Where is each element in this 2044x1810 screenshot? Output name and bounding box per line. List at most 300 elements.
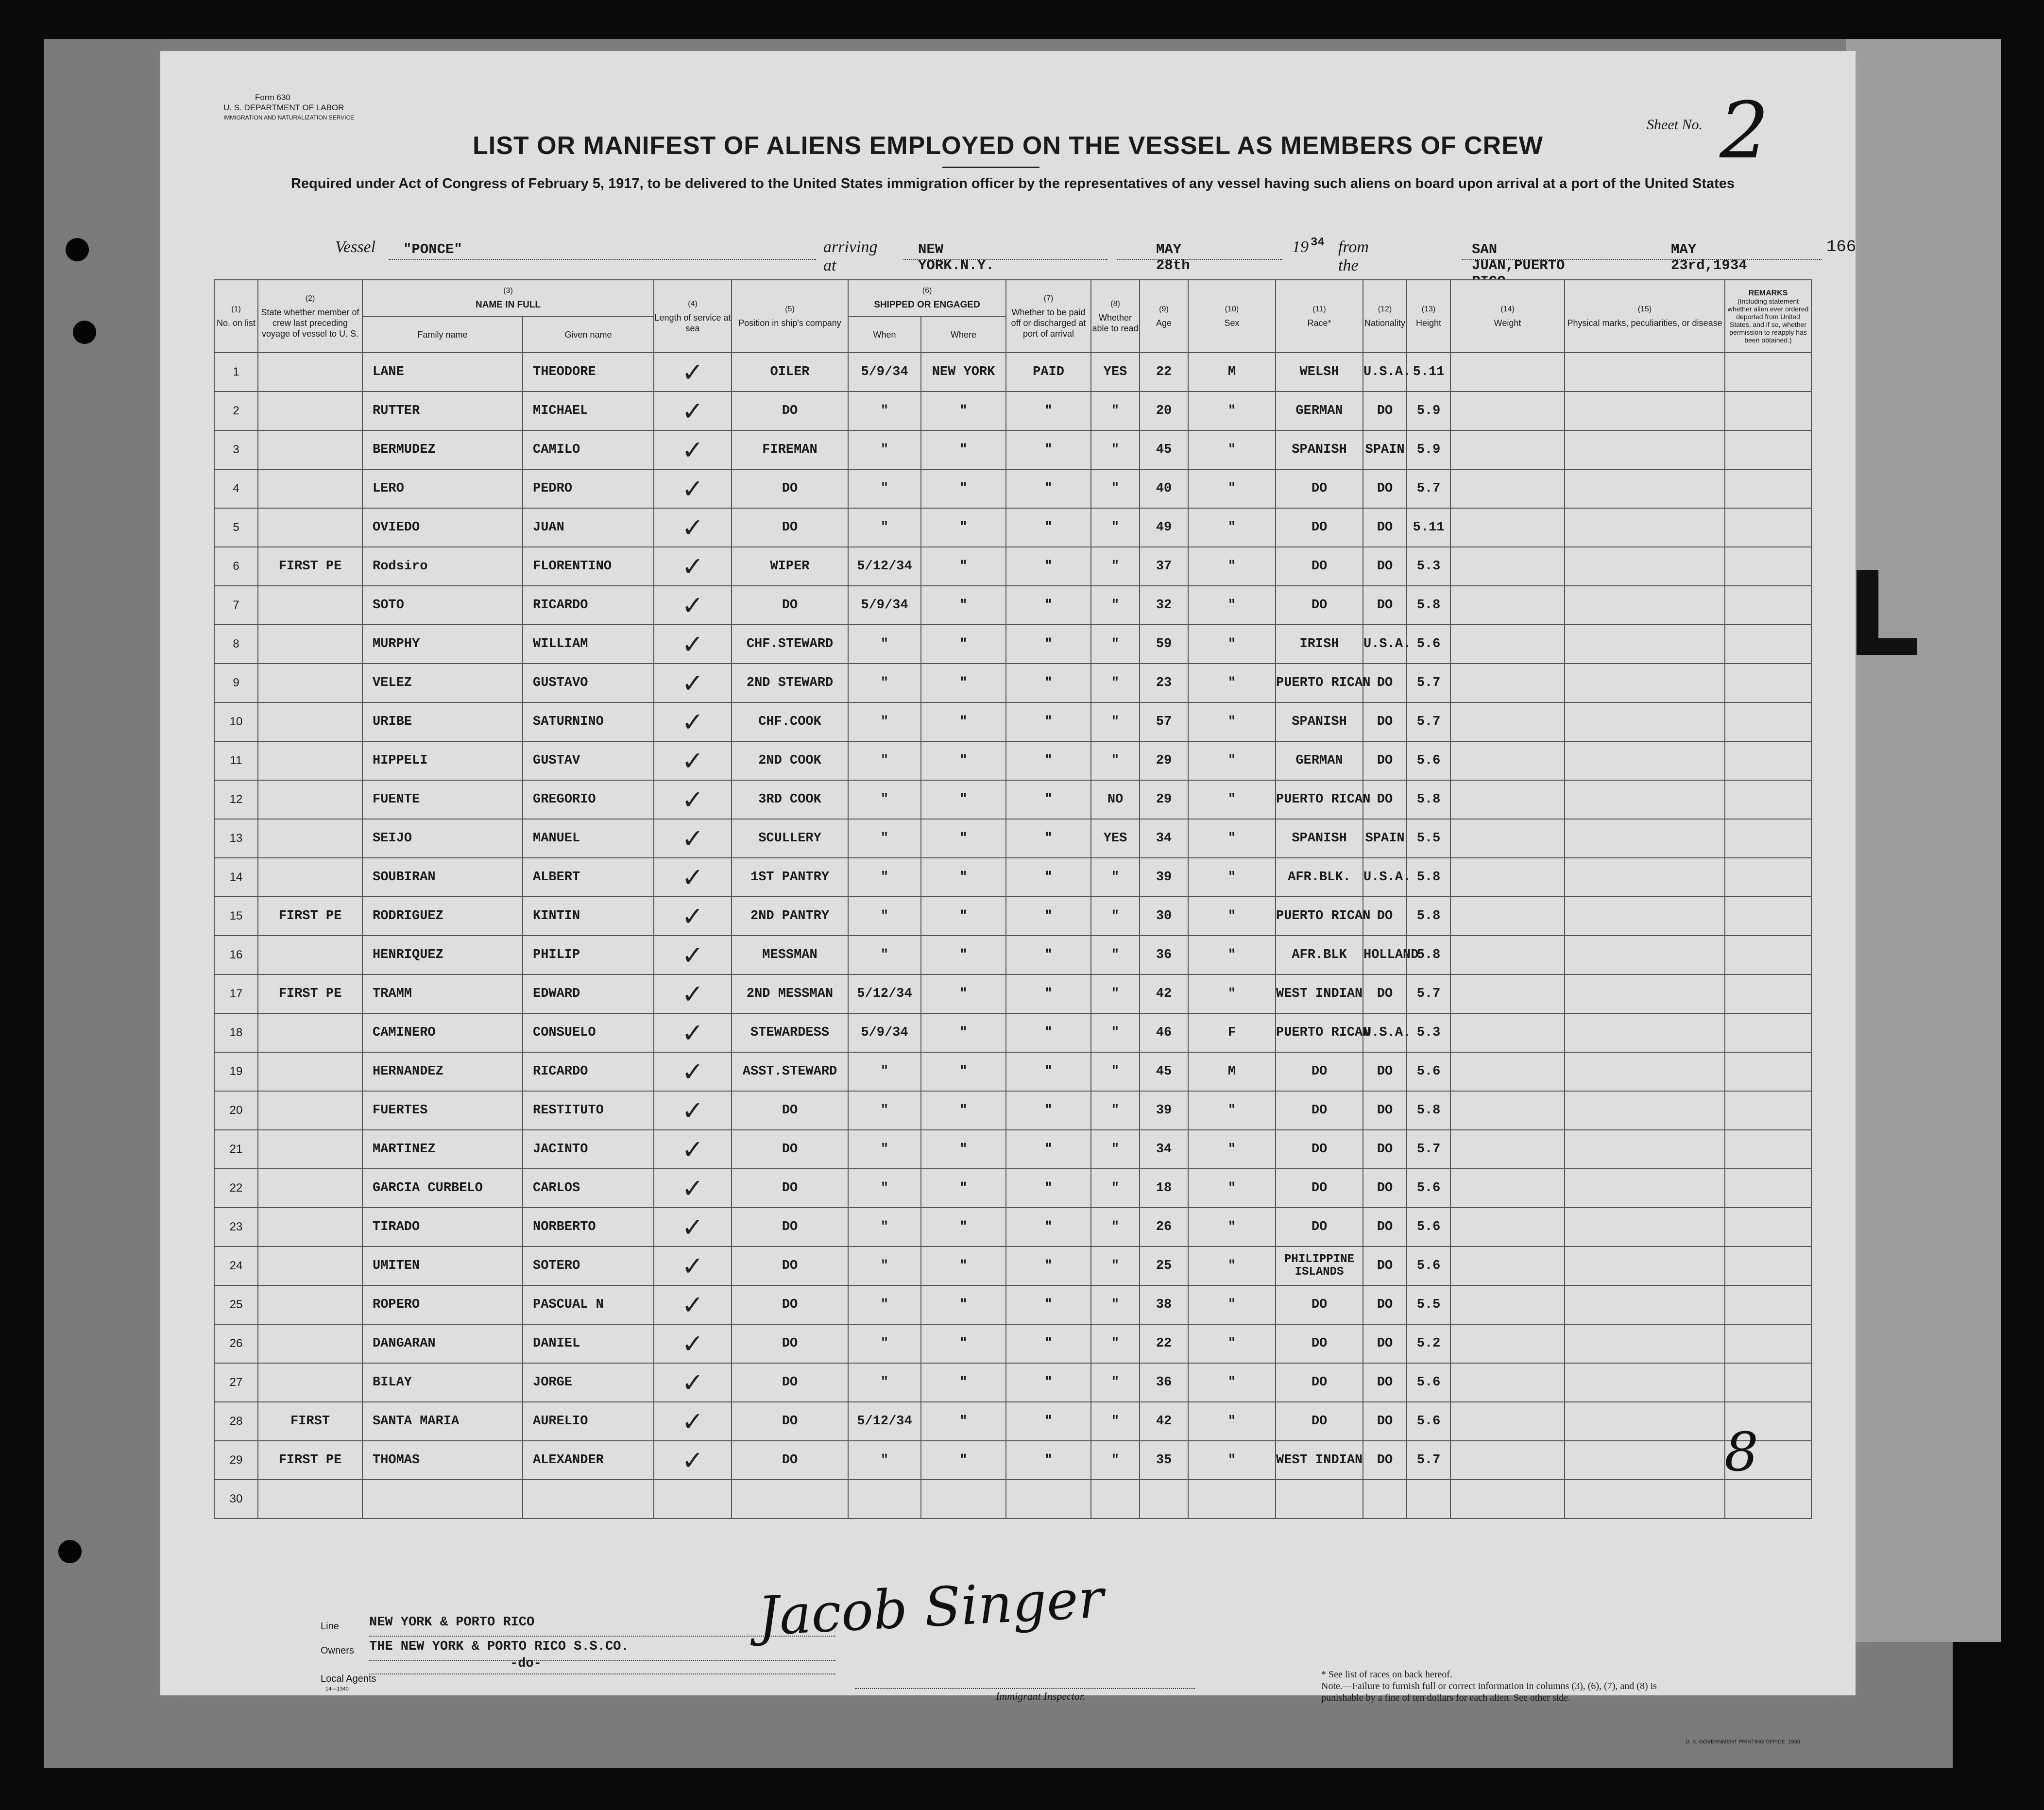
remarks-cell (1725, 664, 1811, 702)
sex-cell: " (1188, 702, 1276, 741)
previous-voyage-cell (258, 1052, 362, 1091)
family-name-cell: RODRIGUEZ (362, 897, 523, 936)
service-check-cell (654, 897, 732, 936)
remarks-cell (1725, 508, 1811, 547)
given-name-cell: GUSTAV (523, 741, 654, 780)
height-cell: 5.9 (1407, 430, 1450, 469)
previous-voyage-cell: FIRST (258, 1402, 362, 1441)
age-cell: 34 (1140, 819, 1188, 858)
check-mark-icon: ✓ (681, 667, 704, 699)
previous-voyage-cell (258, 1208, 362, 1247)
given-name-cell: RICARDO (523, 1052, 654, 1091)
shipped-where-cell: " (921, 1208, 1006, 1247)
age-cell: 40 (1140, 469, 1188, 508)
agents-underline (369, 1673, 835, 1674)
paid-off-cell: " (1006, 858, 1091, 897)
remarks-cell (1725, 1285, 1811, 1324)
position-cell: MESSMAN (732, 936, 848, 974)
list-number-cell: 16 (214, 936, 258, 974)
able-to-read-cell: " (1091, 741, 1140, 780)
race-cell (1276, 1480, 1363, 1519)
check-mark-icon: ✓ (681, 1406, 704, 1437)
race-cell: GERMAN (1276, 741, 1363, 780)
previous-voyage-cell: FIRST PE (258, 547, 362, 586)
position-cell: 2ND MESSMAN (732, 974, 848, 1013)
table-row (214, 469, 1811, 508)
nationality-cell: DO (1363, 1091, 1407, 1130)
age-cell: 23 (1140, 664, 1188, 702)
height-cell: 5.8 (1407, 858, 1450, 897)
physical-marks-cell (1565, 897, 1725, 936)
previous-voyage-cell (258, 1130, 362, 1169)
header-list-number: (1) No. on list (214, 280, 258, 353)
nationality-cell: DO (1363, 1208, 1407, 1247)
list-number-cell: 13 (214, 819, 258, 858)
owners-label: Owners (321, 1645, 354, 1656)
paid-off-cell: " (1006, 974, 1091, 1013)
table-row (214, 819, 1811, 858)
previous-voyage-cell (258, 586, 362, 625)
age-cell: 36 (1140, 1363, 1188, 1402)
sex-cell: " (1188, 1363, 1276, 1402)
able-to-read-cell: " (1091, 508, 1140, 547)
header-name-in-full: (3) NAME IN FULL (362, 280, 654, 316)
weight-cell (1450, 508, 1565, 547)
list-number-cell: 18 (214, 1013, 258, 1052)
agents-value: -do- (510, 1656, 542, 1671)
penalty-footnote: Note.—Failure to furnish full or correct information in columns (3), (6), (7), and (8) is punishable by a fine of ten dollars for each alien. See other side. (1321, 1681, 1657, 1703)
family-name-cell: HIPPELI (362, 741, 523, 780)
weight-cell (1450, 780, 1565, 819)
position-cell: DO (732, 1441, 848, 1480)
previous-voyage-cell (258, 1091, 362, 1130)
physical-marks-cell (1565, 780, 1725, 819)
weight-cell (1450, 897, 1565, 936)
line-value: NEW YORK & PORTO RICO (369, 1615, 535, 1630)
form-identifier (223, 92, 354, 123)
sex-cell: " (1188, 858, 1276, 897)
shipped-where-cell: " (921, 1052, 1006, 1091)
height-cell: 5.6 (1407, 625, 1450, 664)
shipped-where-cell: " (921, 897, 1006, 936)
weight-cell (1450, 1363, 1565, 1402)
position-cell: 2ND COOK (732, 741, 848, 780)
paid-off-cell: " (1006, 1285, 1091, 1324)
physical-marks-cell (1565, 508, 1725, 547)
service-check-cell (654, 392, 732, 430)
footnotes (1321, 1669, 1661, 1704)
sex-cell: " (1188, 780, 1276, 819)
remarks-cell (1725, 1130, 1811, 1169)
family-name-cell: SOTO (362, 586, 523, 625)
header-nationality: (12) Nationality (1363, 280, 1407, 353)
nationality-cell: U.S.A. (1363, 625, 1407, 664)
service-check-cell (654, 1091, 732, 1130)
race-cell: DO (1276, 1208, 1363, 1247)
race-cell: PUERTO RICAN (1276, 780, 1363, 819)
service-check-cell (654, 508, 732, 547)
list-number-cell: 23 (214, 1208, 258, 1247)
list-number-cell: 30 (214, 1480, 258, 1519)
paid-off-cell: " (1006, 1130, 1091, 1169)
paid-off-cell: " (1006, 664, 1091, 702)
remarks-cell (1725, 936, 1811, 974)
previous-voyage-cell (258, 664, 362, 702)
height-cell: 5.6 (1407, 1208, 1450, 1247)
position-cell: DO (732, 1363, 848, 1402)
position-cell: DO (732, 1169, 848, 1208)
position-cell: DO (732, 1091, 848, 1130)
service-check-cell (654, 1363, 732, 1402)
previous-voyage-cell: FIRST PE (258, 897, 362, 936)
nationality-cell: DO (1363, 547, 1407, 586)
given-name-cell: GUSTAVO (523, 664, 654, 702)
nationality-cell: HOLLAND (1363, 936, 1407, 974)
sex-cell: " (1188, 819, 1276, 858)
family-name-cell: MARTINEZ (362, 1130, 523, 1169)
sex-cell: " (1188, 1169, 1276, 1208)
physical-marks-cell (1565, 1091, 1725, 1130)
nationality-cell: DO (1363, 586, 1407, 625)
service-check-cell (654, 469, 732, 508)
nationality-cell: DO (1363, 1402, 1407, 1441)
service-check-cell (654, 936, 732, 974)
form-department: U. S. DEPARTMENT OF LABOR (223, 103, 344, 112)
list-number-cell: 26 (214, 1324, 258, 1363)
table-row (214, 1363, 1811, 1402)
family-name-cell: BERMUDEZ (362, 430, 523, 469)
family-name-cell: FUERTES (362, 1091, 523, 1130)
given-name-cell: NORBERTO (523, 1208, 654, 1247)
shipped-when-cell: " (848, 625, 921, 664)
given-name-cell: WILLIAM (523, 625, 654, 664)
list-number-cell: 20 (214, 1091, 258, 1130)
binder-hole (58, 1540, 82, 1563)
nationality-cell: U.S.A. (1363, 353, 1407, 392)
family-name-cell (362, 1480, 523, 1519)
nationality-cell (1363, 1480, 1407, 1519)
check-mark-icon: ✓ (681, 1017, 704, 1048)
given-name-cell: MICHAEL (523, 392, 654, 430)
family-name-cell: GARCIA CURBELO (362, 1169, 523, 1208)
age-cell: 32 (1140, 586, 1188, 625)
age-cell: 22 (1140, 353, 1188, 392)
binder-hole (73, 321, 96, 344)
page-title: LIST OR MANIFEST OF ALIENS EMPLOYED ON THE VESSEL AS MEMBERS OF CREW (473, 132, 1543, 160)
position-cell: DO (732, 1402, 848, 1441)
service-check-cell (654, 1247, 732, 1285)
shipped-when-cell: 5/9/34 (848, 1013, 921, 1052)
sex-cell: " (1188, 1130, 1276, 1169)
physical-marks-cell (1565, 392, 1725, 430)
paid-off-cell: " (1006, 1402, 1091, 1441)
owners-underline (369, 1660, 835, 1661)
able-to-read-cell: " (1091, 1169, 1140, 1208)
able-to-read-cell: " (1091, 897, 1140, 936)
given-name-cell: FLORENTINO (523, 547, 654, 586)
header-race: (11) Race* (1276, 280, 1363, 353)
able-to-read-cell (1091, 1480, 1140, 1519)
race-cell: DO (1276, 469, 1363, 508)
previous-voyage-cell: FIRST PE (258, 1441, 362, 1480)
nationality-cell: DO (1363, 1130, 1407, 1169)
nationality-cell: DO (1363, 1363, 1407, 1402)
header-age: (9) Age (1140, 280, 1188, 353)
able-to-read-cell: YES (1091, 353, 1140, 392)
table-row (214, 858, 1811, 897)
service-check-cell (654, 430, 732, 469)
shipped-where-cell: " (921, 1363, 1006, 1402)
list-number-cell: 3 (214, 430, 258, 469)
race-cell: GERMAN (1276, 392, 1363, 430)
given-name-cell: MANUEL (523, 819, 654, 858)
check-mark-icon: ✓ (681, 1328, 704, 1359)
arrival-date: MAY 28th (1156, 241, 1190, 273)
header-when: When (848, 316, 921, 353)
check-mark-icon: ✓ (681, 512, 704, 543)
race-cell: DO (1276, 1091, 1363, 1130)
header-previous-voyage: (2) State whether member of crew last preceding voyage of vessel to U. S. (258, 280, 362, 353)
form-bureau: IMMIGRATION AND NATURALIZATION SERVICE (223, 114, 355, 121)
able-to-read-cell: " (1091, 1091, 1140, 1130)
race-cell: DO (1276, 1402, 1363, 1441)
header-shipped-engaged: (6) SHIPPED OR ENGAGED (848, 280, 1006, 316)
able-to-read-cell: " (1091, 1052, 1140, 1091)
remarks-cell (1725, 625, 1811, 664)
physical-marks-cell (1565, 974, 1725, 1013)
table-row (214, 1091, 1811, 1130)
table-row (214, 780, 1811, 819)
age-cell: 37 (1140, 547, 1188, 586)
paid-off-cell: PAID (1006, 353, 1091, 392)
nationality-cell: DO (1363, 702, 1407, 741)
remarks-cell (1725, 974, 1811, 1013)
check-mark-icon: ✓ (681, 1095, 704, 1126)
able-to-read-cell: " (1091, 430, 1140, 469)
position-cell: 2ND STEWARD (732, 664, 848, 702)
given-name-cell: PASCUAL N (523, 1285, 654, 1324)
previous-voyage-cell (258, 936, 362, 974)
list-number-cell: 10 (214, 702, 258, 741)
physical-marks-cell (1565, 702, 1725, 741)
given-name-cell: JORGE (523, 1363, 654, 1402)
remarks-cell (1725, 1013, 1811, 1052)
race-cell: PHILIPPINE ISLANDS (1276, 1247, 1363, 1285)
age-cell: 45 (1140, 430, 1188, 469)
shipped-where-cell: " (921, 741, 1006, 780)
paid-off-cell: " (1006, 1208, 1091, 1247)
height-cell: 5.3 (1407, 547, 1450, 586)
height-cell: 5.8 (1407, 1091, 1450, 1130)
binder-hole (66, 238, 89, 261)
previous-voyage-cell (258, 353, 362, 392)
weight-cell (1450, 664, 1565, 702)
family-name-cell: TIRADO (362, 1208, 523, 1247)
height-cell: 5.3 (1407, 1013, 1450, 1052)
physical-marks-cell (1565, 586, 1725, 625)
nationality-cell: DO (1363, 1441, 1407, 1480)
weight-cell (1450, 819, 1565, 858)
race-cell: DO (1276, 547, 1363, 586)
nationality-cell: DO (1363, 1169, 1407, 1208)
shipped-when-cell: " (848, 702, 921, 741)
given-name-cell: THEODORE (523, 353, 654, 392)
previous-voyage-cell (258, 1247, 362, 1285)
table-row (214, 1169, 1811, 1208)
physical-marks-cell (1565, 625, 1725, 664)
age-cell: 25 (1140, 1247, 1188, 1285)
height-cell: 5.6 (1407, 1402, 1450, 1441)
shipped-when-cell: " (848, 1052, 921, 1091)
sex-cell: " (1188, 625, 1276, 664)
shipped-when-cell: " (848, 936, 921, 974)
previous-voyage-cell (258, 1285, 362, 1324)
physical-marks-cell (1565, 1208, 1725, 1247)
list-number-cell: 21 (214, 1130, 258, 1169)
service-check-cell (654, 1130, 732, 1169)
list-number-cell: 24 (214, 1247, 258, 1285)
given-name-cell: PHILIP (523, 936, 654, 974)
reference-number: 166 (1826, 238, 1857, 256)
able-to-read-cell: " (1091, 469, 1140, 508)
shipped-where-cell: " (921, 547, 1006, 586)
service-check-cell (654, 547, 732, 586)
age-cell: 42 (1140, 1402, 1188, 1441)
race-cell: PUERTO RICAN (1276, 897, 1363, 936)
shipped-where-cell: " (921, 858, 1006, 897)
position-cell: DO (732, 392, 848, 430)
physical-marks-cell (1565, 1013, 1725, 1052)
previous-voyage-cell (258, 430, 362, 469)
agents-label: Local Agents (321, 1673, 376, 1684)
inspector-label: Immigrant Inspector. (996, 1690, 1086, 1702)
able-to-read-cell: " (1091, 858, 1140, 897)
given-name-cell: CARLOS (523, 1169, 654, 1208)
shipped-where-cell: " (921, 819, 1006, 858)
shipped-when-cell: 5/12/34 (848, 547, 921, 586)
position-cell: 1ST PANTRY (732, 858, 848, 897)
race-cell: SPANISH (1276, 430, 1363, 469)
remarks-cell (1725, 353, 1811, 392)
position-cell: FIREMAN (732, 430, 848, 469)
list-number-cell: 4 (214, 469, 258, 508)
paid-off-cell: " (1006, 1013, 1091, 1052)
family-name-cell: BILAY (362, 1363, 523, 1402)
age-cell: 34 (1140, 1130, 1188, 1169)
sex-cell: " (1188, 897, 1276, 936)
remarks-cell (1725, 1208, 1811, 1247)
paid-off-cell: " (1006, 1324, 1091, 1363)
sex-cell: " (1188, 936, 1276, 974)
shipped-where-cell: " (921, 936, 1006, 974)
paid-off-cell: " (1006, 1441, 1091, 1480)
physical-marks-cell (1565, 1441, 1725, 1480)
shipped-where-cell: " (921, 1285, 1006, 1324)
remarks-cell (1725, 1052, 1811, 1091)
shipped-when-cell: " (848, 858, 921, 897)
able-to-read-cell: " (1091, 1441, 1140, 1480)
shipped-where-cell: " (921, 1169, 1006, 1208)
background-page-edge (1846, 39, 2001, 1642)
shipped-when-cell: " (848, 897, 921, 936)
sex-cell: " (1188, 1091, 1276, 1130)
position-cell (732, 1480, 848, 1519)
shipped-when-cell: " (848, 1324, 921, 1363)
family-name-cell: Rodsiro (362, 547, 523, 586)
check-mark-icon: ✓ (681, 1367, 704, 1398)
previous-voyage-cell (258, 469, 362, 508)
shipped-when-cell: " (848, 1091, 921, 1130)
physical-marks-cell (1565, 741, 1725, 780)
table-row (214, 936, 1811, 974)
margin-count-mark: 8 (1724, 1421, 1758, 1483)
able-to-read-cell: " (1091, 1402, 1140, 1441)
family-name-cell: OVIEDO (362, 508, 523, 547)
list-number-cell: 11 (214, 741, 258, 780)
sex-cell: " (1188, 430, 1276, 469)
physical-marks-cell (1565, 1169, 1725, 1208)
check-mark-icon: ✓ (681, 1250, 704, 1281)
race-cell: PUERTO RICAN (1276, 664, 1363, 702)
physical-marks-cell (1565, 547, 1725, 586)
nationality-cell: SPAIN (1363, 430, 1407, 469)
table-row (214, 741, 1811, 780)
shipped-when-cell: " (848, 1247, 921, 1285)
arriving-label: arriving at (823, 238, 878, 274)
position-cell: OILER (732, 353, 848, 392)
list-number-cell: 8 (214, 625, 258, 664)
paid-off-cell: " (1006, 1247, 1091, 1285)
list-number-cell: 28 (214, 1402, 258, 1441)
given-name-cell: EDWARD (523, 974, 654, 1013)
weight-cell (1450, 1208, 1565, 1247)
list-number-cell: 15 (214, 897, 258, 936)
race-cell: DO (1276, 1285, 1363, 1324)
nationality-cell: DO (1363, 469, 1407, 508)
header-paid-off: (7) Whether to be paid off or discharged at port of arrival (1006, 280, 1091, 353)
remarks-cell (1725, 1247, 1811, 1285)
sex-cell: " (1188, 1247, 1276, 1285)
sex-cell: " (1188, 1285, 1276, 1324)
shipped-where-cell: " (921, 664, 1006, 702)
height-cell: 5.6 (1407, 1169, 1450, 1208)
service-check-cell (654, 741, 732, 780)
position-cell: STEWARDESS (732, 1013, 848, 1052)
age-cell: 30 (1140, 897, 1188, 936)
height-cell: 5.2 (1407, 1324, 1450, 1363)
table-row (214, 1441, 1811, 1480)
paid-off-cell: " (1006, 1091, 1091, 1130)
age-cell: 39 (1140, 858, 1188, 897)
weight-cell (1450, 586, 1565, 625)
nationality-cell: U.S.A. (1363, 1013, 1407, 1052)
height-cell: 5.6 (1407, 1363, 1450, 1402)
race-cell: WELSH (1276, 353, 1363, 392)
paid-off-cell: " (1006, 702, 1091, 741)
shipped-when-cell: " (848, 1441, 921, 1480)
remarks-cell (1725, 430, 1811, 469)
able-to-read-cell: " (1091, 1247, 1140, 1285)
sex-cell: " (1188, 392, 1276, 430)
race-cell: SPANISH (1276, 702, 1363, 741)
family-name-cell: SOUBIRAN (362, 858, 523, 897)
weight-cell (1450, 1013, 1565, 1052)
sex-cell: " (1188, 1441, 1276, 1480)
paid-off-cell: " (1006, 1363, 1091, 1402)
weight-cell (1450, 1247, 1565, 1285)
check-mark-icon: ✓ (681, 1134, 704, 1165)
shipped-when-cell: " (848, 1285, 921, 1324)
